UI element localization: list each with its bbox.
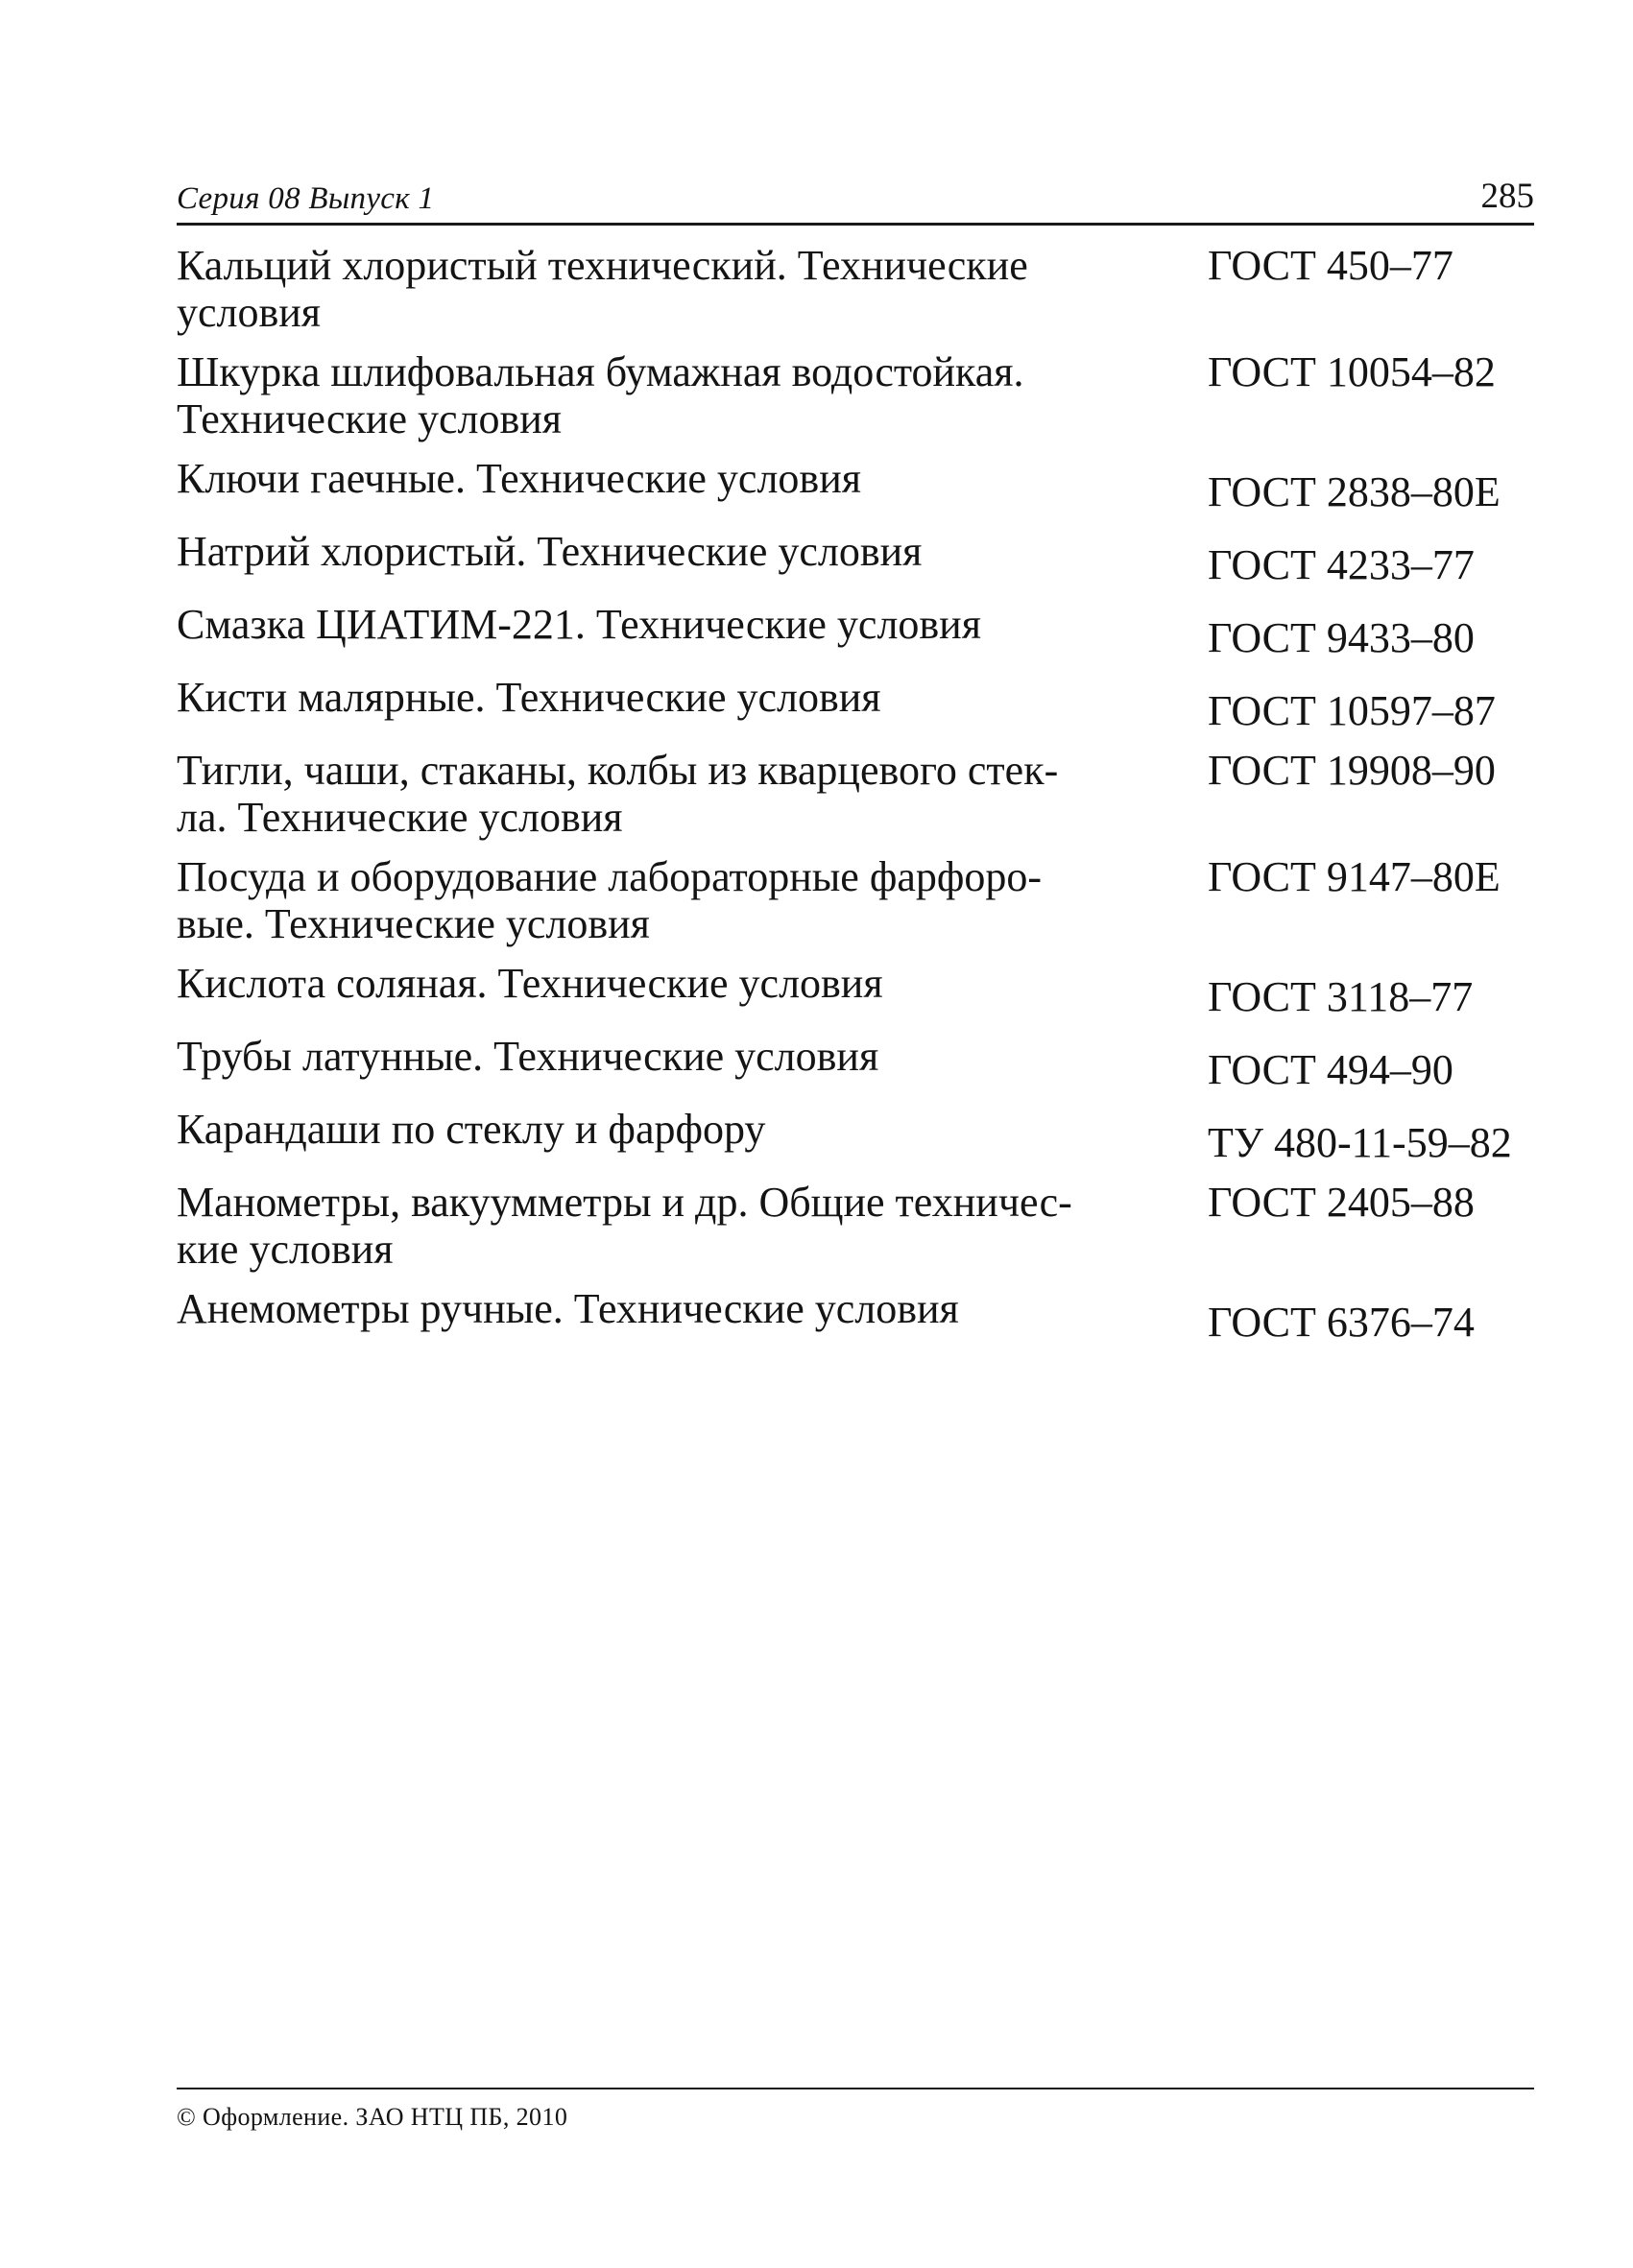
entry-title: Анемометры ручные. Технические условия: [177, 1285, 959, 1332]
list-item: [177, 853, 1534, 947]
list-item: [177, 747, 1534, 841]
entry-title: Кисти малярные. Технические условия: [177, 674, 881, 721]
entry-code: ГОСТ 494–90: [1208, 1046, 1453, 1093]
entry-code: ГОСТ 6376–74: [1208, 1299, 1475, 1346]
entry-title: Ключи гаечные. Технические условия: [177, 455, 861, 502]
entry-code: ГОСТ 10597–87: [1208, 687, 1496, 734]
entry-title: Кальций хлористый технический. Технические условия: [177, 242, 1028, 336]
entry-title: Манометры, вакуумметры и др. Общие техничес- кие условия: [177, 1179, 1072, 1273]
list-item: [177, 674, 1534, 734]
entry-title: Трубы латунные. Технические условия: [177, 1033, 879, 1080]
entry-code: ГОСТ 2405–88: [1208, 1179, 1475, 1226]
list-item: [177, 1033, 1534, 1093]
entry-code: ТУ 480-11-59–82: [1208, 1119, 1512, 1166]
entry-title: Посуда и оборудование лабораторные фарфоро- вые. Технические условия: [177, 853, 1043, 947]
page-footer: [177, 2088, 1534, 2132]
list-item: [177, 601, 1534, 661]
running-header: [177, 173, 1534, 226]
list-item: [177, 242, 1534, 336]
entry-code: ГОСТ 19908–90: [1208, 747, 1496, 794]
entry-title: Карандаши по стеклу и фарфору: [177, 1106, 766, 1153]
list-item: [177, 1285, 1534, 1346]
entry-title: Шкурка шлифовальная бумажная водостойкая. Технические условия: [177, 348, 1024, 442]
entry-title: Тигли, чаши, стаканы, колбы из кварцевого стек- ла. Технические условия: [177, 747, 1059, 841]
entry-code: ГОСТ 9433–80: [1208, 614, 1475, 661]
series-label: Серия 08 Выпуск 1: [177, 181, 435, 216]
entry-code: ГОСТ 9147–80Е: [1208, 853, 1501, 900]
entry-code: ГОСТ 3118–77: [1208, 973, 1474, 1020]
entry-code: ГОСТ 4233–77: [1208, 541, 1475, 588]
list-item: [177, 528, 1534, 588]
entry-code: ГОСТ 450–77: [1208, 242, 1453, 289]
entry-title: Натрий хлористый. Технические условия: [177, 528, 923, 575]
entry-title: Смазка ЦИАТИМ-221. Технические условия: [177, 601, 981, 648]
entry-code: ГОСТ 10054–82: [1208, 348, 1496, 395]
entry-title: Кислота соляная. Технические условия: [177, 960, 883, 1007]
copyright-notice: © Оформление. ЗАО НТЦ ПБ, 2010: [177, 2103, 568, 2131]
list-item: [177, 1106, 1534, 1166]
entry-code: ГОСТ 2838–80Е: [1208, 468, 1501, 515]
page-number: 285: [1480, 177, 1534, 216]
list-item: [177, 1179, 1534, 1273]
list-item: [177, 348, 1534, 442]
list-item: [177, 960, 1534, 1020]
list-item: [177, 455, 1534, 515]
standards-list: [177, 242, 1534, 1358]
